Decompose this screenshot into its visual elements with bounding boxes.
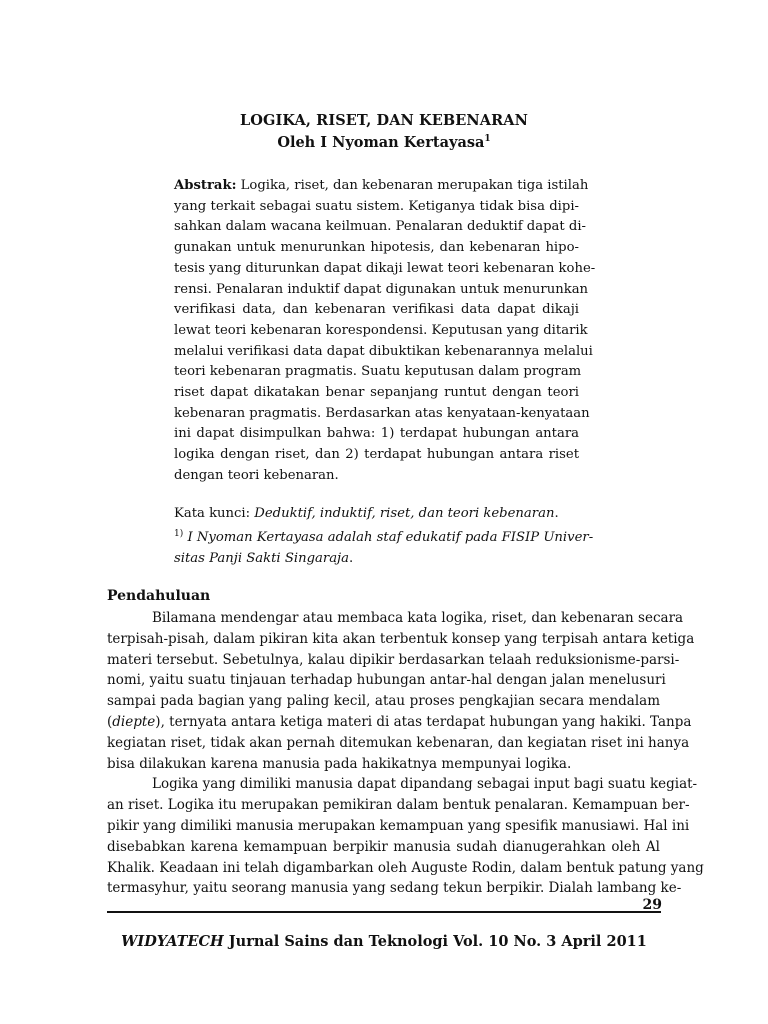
body-line: kegiatan riset, tidak akan pernah ditemukan kebenaran, dan kegiatan riset ini hanya [107,734,690,751]
abstract-line: tesis yang diturunkan dapat dikaji lewat teori kebenaran kohe- [174,260,596,276]
keywords-line: Kata kunci: Deduktif, induktif, riset, dan teori kebenaran. [174,506,559,521]
abstract-line: gunakan untuk menurunkan hipotesis, dan kebenaran hipo- [174,240,579,256]
journal-info: Jurnal Sains dan Teknologi Vol. 10 No. 3 April 2011 [223,933,647,950]
body-line: (diepte), ternyata antara ketiga materi di atas terdapat hubungan yang hakiki. Tanpa [107,713,692,730]
body-line: pikir yang dimiliki manusia merupakan kemampuan yang spesifik manusiawi. Hal ini [107,817,690,834]
body-line: termasyhur, yaitu seorang manusia yang sedang tekun berpikir. Dialah lambang ke- [107,880,682,897]
abstract-line: melalui verifikasi data dapat dibuktikan kebenarannya melalui [174,343,593,359]
abstract-line: sahkan dalam wacana keilmuan. Penalaran deduktif dapat di- [174,219,587,235]
abstract-line: rensi. Penalaran induktif dapat digunakan untuk menurunkan [174,281,589,297]
article-author [0,134,768,151]
footnote-mark: 1) [174,529,184,539]
body-line: disebabkan karena kemampuan berpikir manusia sudah dianugerahkan oleh Al [107,838,660,855]
body-line: Khalik. Keadaan ini telah digambarkan oleh Auguste Rodin, dalam bentuk patung yang [107,859,704,876]
abstract-line: lewat teori kebenaran korespondensi. Keputusan yang ditarik [174,322,588,338]
journal-name: WIDYATECH [121,933,224,950]
body-line: bisa dilakukan karena manusia pada hakikatnya mempunyai logika. [107,755,572,772]
abstract-line: ini dapat disimpulkan bahwa: 1) terdapat hubungan antara [174,426,579,442]
abstract-line: riset dapat dikatakan benar sepanjang runtut dengan teori [174,385,579,401]
keywords-terms: Deduktif, induktif, riset, dan teori kebenaran [254,506,555,521]
body-line: Logika yang dimiliki manusia dapat dipandang sebagai input bagi suatu kegiat- [152,776,698,793]
abstract-line: verifikasi data, dan kebenaran verifikasi data dapat dikaji [174,302,579,318]
abstract-line: logika dengan riset, dan 2) terdapat hubungan antara riset [174,447,579,463]
body-line: an riset. Logika itu merupakan pemikiran dalam bentuk penalaran. Kemampuan ber- [107,797,690,814]
body-line: sampai pada bagian yang paling kecil, atau proses pengkajian secara mendalam [107,693,660,710]
abstract-line: dengan teori kebenaran. [174,467,339,483]
body-line: terpisah-pisah, dalam pikiran kita akan terbentuk konsep yang terpisah antara ketiga [107,630,695,647]
author-name: Oleh I Nyoman Kertayasa [277,134,485,151]
author-footnote-mark: 1 [484,134,491,144]
abstract-label: Abstrak: [174,178,237,193]
body-line: materi tersebut. Sebetulnya, kalau dipikir berdasarkan telaah reduksionisme-parsi- [107,651,680,668]
page-number: 29 [642,897,662,913]
abstract-line: kebenaran pragmatis. Berdasarkan atas kenyataan-kenyataan [174,405,590,421]
footnote-line: sitas Panji Sakti Singaraja. [174,551,354,566]
body-line: Bilamana mendengar atau membaca kata logika, riset, dan kebenaran secara [152,610,684,626]
abstract-line: teori kebenaran pragmatis. Suatu keputusan dalam program [174,364,582,380]
article-title: LOGIKA, RISET, DAN KEBENARAN [240,112,528,129]
footnote-line: $^{1)}$ I Nyoman Kertayasa adalah staf edukatif pada FISIP Univer- [174,529,594,545]
abstract [174,176,596,487]
footer-divider [107,911,661,913]
italic-term: diepte [112,713,156,730]
abstract-line: yang terkait sebagai suatu sistem. Ketiganya tidak bisa dipi- [174,198,579,214]
section-heading: Pendahuluan [107,588,211,604]
body-line: nomi, yaitu suatu tinjauan terhadap hubungan antar-hal dengan jalan menelusuri [107,672,666,689]
keywords-label: Kata kunci: [174,506,251,521]
keywords-block [174,503,594,569]
abstract-line: Abstrak: Logika, riset, dan kebenaran merupakan tiga istilah [174,178,589,193]
body-text [107,608,704,899]
journal-footer [0,933,768,950]
